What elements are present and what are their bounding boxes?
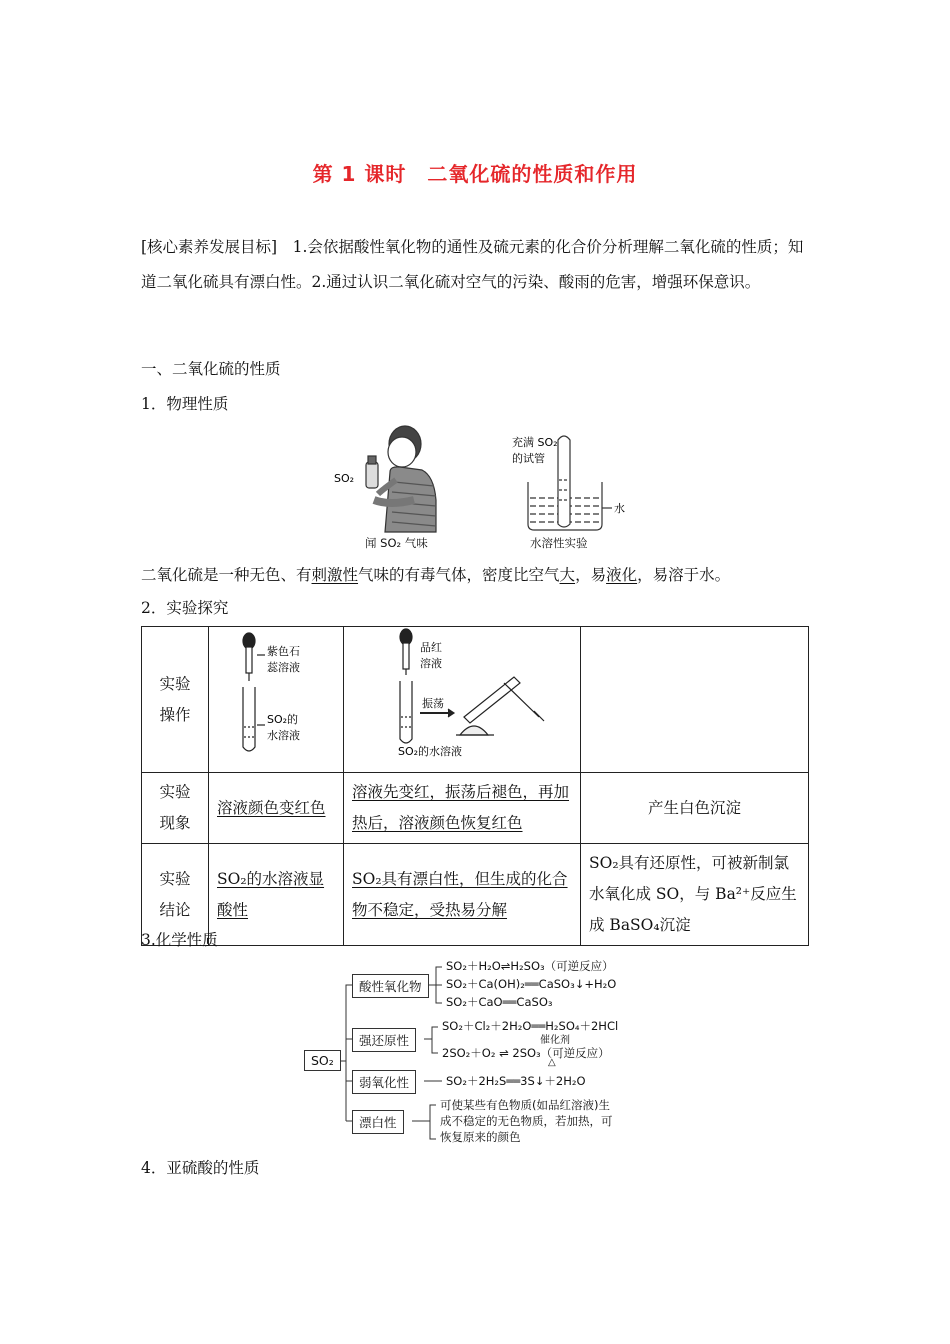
eq-acid-1: SO₂＋H₂O⇌H₂SO₃（可逆反应） [446,959,614,973]
node-weak-oxidizing: 弱氧化性 [352,1070,416,1094]
fuchsine-label-1: 品红 [420,641,442,654]
catalyst-label: 催化剂 [540,1035,570,1046]
so2-sol-label-1: SO₂的 [267,713,299,726]
conclusion-3: SO₂具有还原性，可被新制氯水氧化成 SO，与 Ba²⁺反应生成 BaSO₄沉淀 [581,844,809,946]
text-part: ，易 [575,566,607,584]
row-head-operation [142,627,209,773]
phenomenon-1 [209,773,344,844]
root-node-so2: SO₂ [304,1050,341,1071]
bleach-text-2: 成不稳定的无色物质，若加热，可 [440,1114,613,1128]
goals-label: [核心素养发展目标] [141,238,278,256]
node-acidic-oxide: 酸性氧化物 [352,974,429,998]
bleach-text-3: 恢复原来的颜色 [440,1130,521,1144]
litmus-label-1: 紫色石 [267,645,300,658]
so2-solution-label: SO₂的水溶液 [398,745,463,758]
operation-cell-2 [344,627,581,773]
text-part: 气味的有毒气体，密度比空气 [358,566,560,584]
bleach-text-1: 可使某些有色物质(如品红溶液)生 [440,1098,610,1112]
so2-sol-label-2: 水溶液 [267,729,300,742]
phenomenon-2 [344,773,581,844]
experiment-table [141,626,809,946]
subsection-physical: 1．物理性质 [141,395,229,413]
node-reducing: 强还原性 [352,1028,416,1052]
caption-smell: 闻 SO₂ 气味 [365,536,428,550]
caption-solubility: 水溶性实验 [530,536,588,550]
head-line: 现象 [159,814,191,832]
conclusion-2 [344,844,581,946]
water-label: 水 [614,502,625,515]
fuchsine-label-2: 溶液 [420,657,442,670]
goals-text: 1.会依据酸性氧化物的通性及硫元素的化合价分析理解二氧化硫的性质；知道二氧化硫具有漂白性。2.通过认识二氧化硫对空气的污染、酸雨的危害，增强环保意识。 [141,238,804,291]
table-row-operation [142,627,809,773]
answer-text: 溶液先变红，振荡后褪色，再加热后，溶液颜色恢复红色 [352,783,570,832]
phenomenon-3: 产生白色沉淀 [581,773,809,844]
page-title: 第 1 课时 二氧化硫的性质和作用 [312,162,638,186]
answer-text: SO₂的水溶液显酸性 [217,869,325,919]
eq-reduce-1: SO₂＋Cl₂＋2H₂O══H₂SO₄＋2HCl [442,1019,619,1033]
fuchsine-heating-figure [344,627,580,761]
eq-acid-2: SO₂＋Ca(OH)₂══CaSO₃↓+H₂O [446,977,617,991]
head-line: 实验 [159,869,191,888]
litmus-label-2: 蕊溶液 [267,661,300,674]
head-line: 实验 [159,674,191,693]
eq-acid-3: SO₂＋CaO══CaSO₃ [446,995,553,1009]
heat-symbol: △ [548,1057,556,1068]
answer-text: SO₂具有漂白性，但生成的化合物不稳定，受热易分解 [352,869,568,919]
table-row-phenomenon [142,773,809,844]
tube-label-2: 的试管 [512,452,545,465]
answer-density: 大 [559,566,576,584]
head-line: 结论 [159,900,191,919]
row-head-phenomenon [142,773,209,844]
eq-reduce-2: 2SO₂＋O₂ ⇌ 2SO₃（可逆反应） [442,1046,610,1060]
so2-label: SO₂ [334,472,355,485]
subsection-sulfurous-acid: 4．亚硫酸的性质 [141,1159,260,1177]
litmus-dropper-figure [209,627,343,761]
chemical-property-diagram [300,955,660,1150]
answer-pungent: 刺激性 [311,566,359,584]
head-line: 操作 [159,705,191,724]
conclusion-1 [209,844,344,946]
text-part: 二氧化硫是一种无色、有 [141,566,312,584]
tube-label-1: 充满 SO₂ [512,436,558,449]
physical-property-figure [330,420,630,560]
head-line: 实验 [159,783,191,801]
answer-liquefy: 液化 [606,566,638,584]
physical-description [141,563,730,585]
section-heading: 一、二氧化硫的性质 [141,360,281,378]
core-goals [141,230,811,300]
subsection-chemical: 3.化学性质 [141,931,218,949]
operation-cell-3 [581,627,809,773]
text-part: ，易溶于水。 [637,566,731,584]
table-row-conclusion [142,844,809,946]
answer-text: 溶液颜色变红色 [217,798,326,817]
operation-cell-1 [209,627,344,773]
node-bleaching: 漂白性 [352,1110,404,1134]
subsection-experiment: 2．实验探究 [141,599,229,617]
shake-label: 振荡 [422,697,444,710]
eq-oxidize: SO₂＋2H₂S══3S↓＋2H₂O [446,1074,586,1088]
